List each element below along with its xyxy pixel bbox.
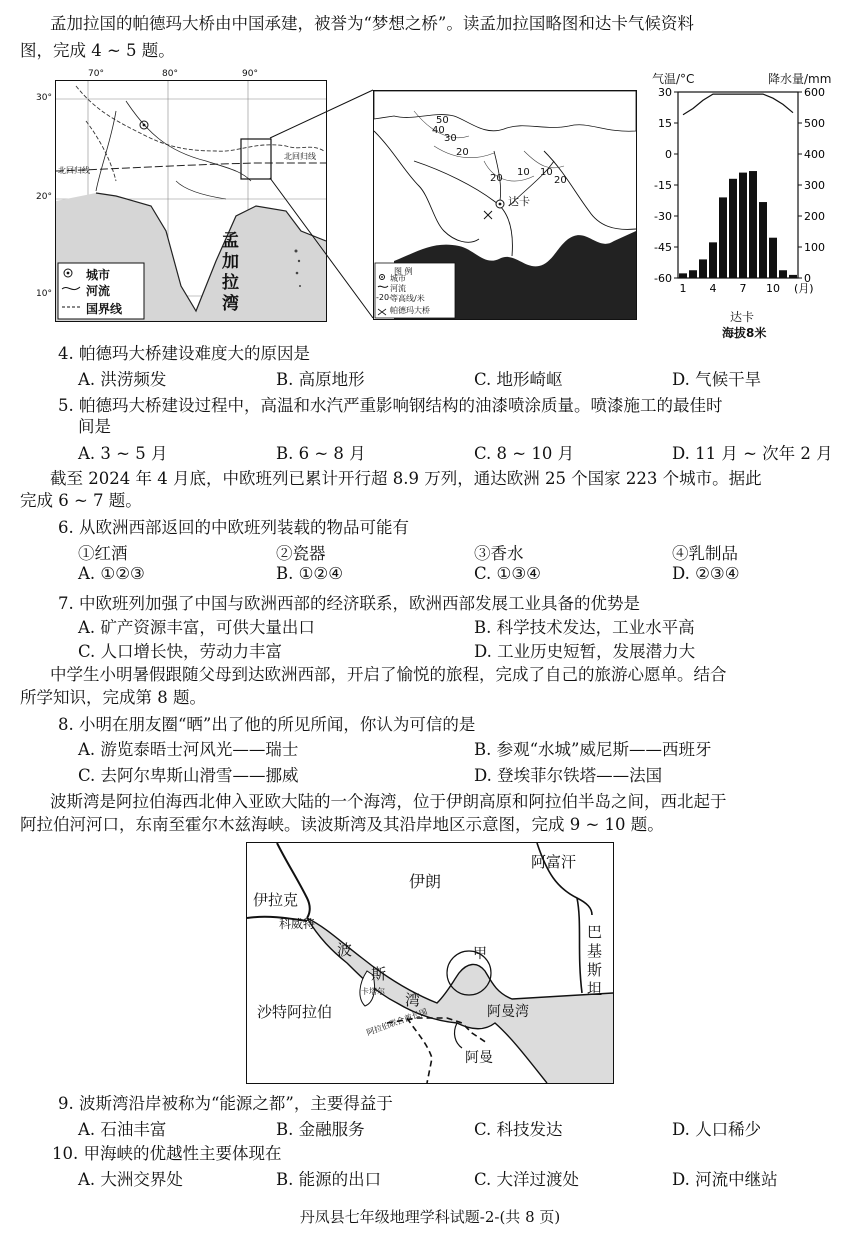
precip-bar <box>729 179 737 278</box>
legend-river: 河流 <box>86 284 111 298</box>
left-tick-label: -30 <box>654 210 672 223</box>
dhaka-climate-chart <box>646 70 846 340</box>
contour-label: 20 <box>456 147 469 158</box>
contour-label: 30 <box>444 133 457 144</box>
legend-river: 河流 <box>390 284 406 293</box>
q9-option-a[interactable]: A. 石油丰富 <box>78 1120 167 1139</box>
lat-label: 30° <box>36 93 52 103</box>
lat-label: 20° <box>36 192 52 202</box>
intro-text: 截至 2024 年 4 月底，中欧班列已累计开行超 8.9 万列，通达欧洲 25 个国家 223 个城市。据此 <box>50 469 762 488</box>
q8-option-a[interactable]: A. 游览泰晤士河风光——瑞士 <box>78 740 299 759</box>
q4-option-b[interactable]: B. 高原地形 <box>276 370 365 389</box>
q7-option-a[interactable]: A. 矿产资源丰富，可供大量出口 <box>78 618 315 637</box>
q6-item: ④乳制品 <box>672 544 738 563</box>
right-tick-label: 200 <box>804 210 825 223</box>
contour-label: 20 <box>490 173 503 184</box>
x-tick-label: 4 <box>709 282 717 295</box>
gulf-label: 湾 <box>405 991 421 1009</box>
legend-city: 城市 <box>390 274 406 283</box>
contour-label: 50 <box>436 115 449 126</box>
precip-bar <box>749 171 757 278</box>
q10-option-c[interactable]: C. 大洋过渡处 <box>474 1170 580 1189</box>
chart-elevation: 海拔8米 <box>722 326 767 340</box>
plot-frame <box>678 92 798 278</box>
question-5-stem: 5. 帕德玛大桥建设过程中，高温和水汽严重影响钢结构的油漆喷涂质量。喷漆施工的最佳时 <box>58 396 723 415</box>
legend-border: 国界线 <box>86 302 123 316</box>
left-tick-label: -60 <box>654 272 672 285</box>
q9-option-c[interactable]: C. 科技发达 <box>474 1120 563 1139</box>
left-tick-label: 0 <box>665 148 672 161</box>
legend-title: 图 例 <box>394 267 413 276</box>
contour-label: 20 <box>554 175 567 186</box>
q4-option-d[interactable]: D. 气候干旱 <box>672 370 762 389</box>
question-6-stem: 6. 从欧洲西部返回的中欧班列装载的物品可能有 <box>58 518 409 537</box>
question-7-stem: 7. 中欧班列加强了中国与欧洲西部的经济联系，欧洲西部发展工业具备的优势是 <box>58 594 640 613</box>
intro-text: 所学知识，完成第 8 题。 <box>20 688 206 707</box>
x-tick-label: 10 <box>766 282 780 295</box>
precip-bar <box>779 270 787 278</box>
q5-option-b[interactable]: B. 6 ~ 8 月 <box>276 444 366 463</box>
q9-option-b[interactable]: B. 金融服务 <box>276 1120 365 1139</box>
question-8-stem: 8. 小明在朋友圈“晒”出了他的所见所闻，你认为可信的是 <box>58 715 476 734</box>
precip-bar <box>759 202 767 278</box>
precip-bar <box>719 197 727 278</box>
afghanistan-label: 阿富汗 <box>531 853 577 871</box>
intro-text: 完成 6 ~ 7 题。 <box>20 491 142 510</box>
contour-label: 40 <box>432 125 445 136</box>
q9-option-d[interactable]: D. 人口稀少 <box>672 1120 762 1139</box>
right-tick-label: 100 <box>804 241 825 254</box>
intro-text: 图，完成 4 ~ 5 题。 <box>20 41 175 60</box>
gulf-label: 斯 <box>371 965 387 983</box>
precip-bar <box>679 273 687 278</box>
q6-item: ②瓷器 <box>276 544 326 563</box>
q7-option-b[interactable]: B. 科学技术发达，工业水平高 <box>474 618 695 637</box>
intro-text: 阿拉伯河河口，东南至霍尔木兹海峡。读波斯湾及其沿岸地区示意图，完成 9 ~ 10 题。 <box>20 815 664 834</box>
q6-option-b[interactable]: B. ①②④ <box>276 564 343 583</box>
legend-contour: 等高线/米 <box>390 294 425 303</box>
left-tick-label: 15 <box>658 117 672 130</box>
precip-bar <box>739 173 747 278</box>
left-tick-label: -15 <box>654 179 672 192</box>
oman-label: 阿曼 <box>465 1050 493 1066</box>
right-tick-label: 500 <box>804 117 825 130</box>
city-label-dhaka: 达卡 <box>508 195 530 208</box>
right-tick-label: 400 <box>804 148 825 161</box>
right-tick-label: 600 <box>804 86 825 99</box>
saudi-arabia-label: 沙特阿拉伯 <box>257 1003 333 1021</box>
gulf-of-oman-label: 阿曼湾 <box>487 1004 529 1020</box>
q6-item: ③香水 <box>474 544 524 563</box>
qatar-label: 卡塔尔 <box>361 987 385 996</box>
chart-caption: 达卡 <box>730 310 755 324</box>
q5-option-d[interactable]: D. 11 月 ~ 次年 2 月 <box>672 444 833 463</box>
kuwait-label: 科威特 <box>279 917 316 931</box>
precip-bar <box>689 270 697 278</box>
intro-text: 波斯湾是阿拉伯海西北伸入亚欧大陆的一个海湾，位于伊朗高原和阿拉伯半岛之间，西北起于 <box>50 792 727 811</box>
pakistan-label: 巴 基 斯 坦 <box>587 923 603 998</box>
q6-option-d[interactable]: D. ②③④ <box>672 564 740 583</box>
temperature-line <box>683 94 793 115</box>
q7-option-d[interactable]: D. 工业历史短暂，发展潜力大 <box>474 642 696 661</box>
y-axis-left-label: 气温/°C <box>652 72 695 86</box>
precip-bar <box>789 275 797 278</box>
gulf-label: 波 <box>337 941 353 959</box>
contour-label: 10 <box>540 167 553 178</box>
legend-bridge: 帕德玛大桥 <box>390 306 430 315</box>
q7-option-c[interactable]: C. 人口增长快，劳动力丰富 <box>78 642 283 661</box>
right-tick-label: 0 <box>804 272 811 285</box>
x-axis-label: (月) <box>794 282 814 295</box>
x-tick-label: 1 <box>679 282 687 295</box>
q10-option-a[interactable]: A. 大洲交界处 <box>78 1170 183 1189</box>
tropic-label: 北回归线 <box>284 152 316 161</box>
precip-bar <box>769 238 777 278</box>
intro-text: 孟加拉国的帕德玛大桥由中国承建，被誉为“梦想之桥”。读孟加拉国略图和达卡气候资料 <box>50 14 694 33</box>
left-tick-label: -45 <box>654 241 672 254</box>
legend-contour-sample: -20- <box>376 293 392 302</box>
right-tick-label: 300 <box>804 179 825 192</box>
precip-bar <box>709 242 717 278</box>
q8-option-d[interactable]: D. 登埃菲尔铁塔——法国 <box>474 766 663 785</box>
question-10-stem: 10. 甲海峡的优越性主要体现在 <box>52 1144 282 1163</box>
bay-of-bengal-label: 孟 加 拉 湾 <box>222 231 239 314</box>
tropic-label: 北回归线 <box>58 166 90 175</box>
q5-option-c[interactable]: C. 8 ~ 10 月 <box>474 444 575 463</box>
climate-chart-plot <box>646 70 846 340</box>
q10-option-d[interactable]: D. 河流中继站 <box>672 1170 778 1189</box>
page-footer: 丹凤县七年级地理学科试题-2-(共 8 页) <box>299 1208 561 1226</box>
iraq-label: 伊拉克 <box>253 891 299 909</box>
x-tick-label: 7 <box>739 282 747 295</box>
bangladesh-map <box>373 90 637 320</box>
q4-option-c[interactable]: C. 地形崎岖 <box>474 370 563 389</box>
uae-label: 阿拉伯联合酋长国 <box>365 1007 429 1038</box>
legend-city: 城市 <box>86 268 111 282</box>
q8-option-b[interactable]: B. 参观“水城”威尼斯——西班牙 <box>474 740 712 759</box>
q10-option-b[interactable]: B. 能源的出口 <box>276 1170 382 1189</box>
q6-item: ①红酒 <box>78 544 128 563</box>
lon-label: 90° <box>242 69 258 79</box>
question-9-stem: 9. 波斯湾沿岸被称为“能源之都”，主要得益于 <box>58 1094 393 1113</box>
q6-option-c[interactable]: C. ①③④ <box>474 564 541 583</box>
question-5-stem: 间是 <box>78 417 111 436</box>
q5-option-a[interactable]: A. 3 ~ 5 月 <box>78 444 168 463</box>
persian-gulf-map <box>246 842 614 1084</box>
iran-label: 伊朗 <box>409 872 442 891</box>
precip-bar <box>699 259 707 278</box>
y-axis-right-label: 降水量/mm <box>768 72 832 86</box>
question-4-stem: 4. 帕德玛大桥建设难度大的原因是 <box>58 344 310 363</box>
q8-option-c[interactable]: C. 去阿尔卑斯山滑雪——挪威 <box>78 766 299 785</box>
left-tick-label: 30 <box>658 86 672 99</box>
q4-option-a[interactable]: A. 洪涝频发 <box>78 370 167 389</box>
contour-label: 10 <box>517 167 530 178</box>
strait-jia-label: 甲 <box>473 946 487 962</box>
intro-text: 中学生小明暑假跟随父母到达欧洲西部，开启了愉悦的旅程，完成了自己的旅游心愿单。结合 <box>50 665 727 684</box>
lon-label: 70° <box>88 69 104 79</box>
q6-option-a[interactable]: A. ①②③ <box>78 564 145 583</box>
bangladesh-map-drawing <box>374 91 636 319</box>
lon-label: 80° <box>162 69 178 79</box>
lat-label: 10° <box>36 289 52 299</box>
